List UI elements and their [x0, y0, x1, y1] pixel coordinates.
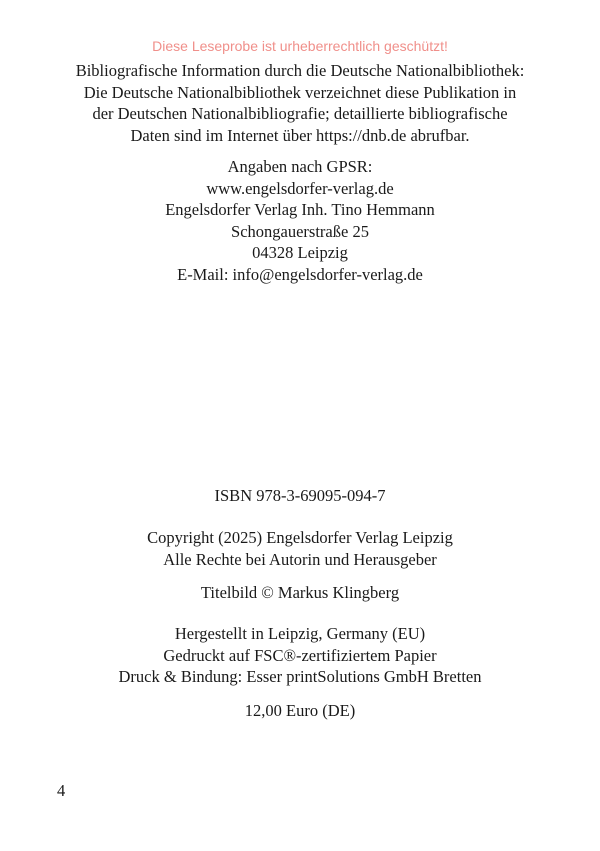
cover-credit-block: [0, 582, 600, 604]
bibliographic-line: Die Deutsche Nationalbibliothek verzeichnet diese Publikation in: [83, 82, 517, 102]
bibliographic-line: der Deutschen Nationalbibliografie; detaillierte bibliografische: [92, 104, 508, 123]
production-line: Druck & Bindung: Esser printSolutions GmbH Bretten: [118, 667, 482, 686]
gpsr-information: [0, 156, 600, 285]
bibliographic-information: [0, 60, 600, 146]
copyright-line: Copyright (2025) Engelsdorfer Verlag Leipzig: [147, 528, 453, 547]
publisher-street: Schongauerstraße 25: [231, 221, 369, 241]
production-block: [0, 623, 600, 688]
cover-credit: Titelbild © Markus Klingberg: [200, 583, 400, 602]
bibliographic-line: Daten sind im Internet über https://dnb.de abrufbar.: [130, 125, 470, 145]
publisher-email: E-Mail: info@engelsdorfer-verlag.de: [177, 264, 423, 284]
publisher-website: www.engelsdorfer-verlag.de: [206, 178, 394, 198]
publisher-name: Engelsdorfer Verlag Inh. Tino Hemmann: [165, 200, 435, 219]
bibliographic-line: Bibliografische Information durch die Deutsche Nationalbibliothek:: [75, 61, 525, 80]
production-line: Gedruckt auf FSC®-zertifiziertem Papier: [163, 645, 437, 665]
page-number: 4: [57, 781, 66, 800]
publisher-city: 04328 Leipzig: [252, 243, 348, 262]
price-block: [0, 700, 600, 722]
isbn: ISBN 978-3-69095-094-7: [214, 486, 386, 505]
copyright-watermark: Diese Leseprobe ist urheberrechtlich geschützt!: [152, 38, 448, 54]
copyright-block: [0, 527, 600, 570]
gpsr-heading: Angaben nach GPSR:: [227, 157, 373, 176]
rights-line: Alle Rechte bei Autorin und Herausgeber: [163, 549, 437, 569]
price: 12,00 Euro (DE): [244, 701, 356, 720]
production-line: Hergestellt in Leipzig, Germany (EU): [174, 624, 426, 643]
isbn-block: [0, 485, 600, 507]
